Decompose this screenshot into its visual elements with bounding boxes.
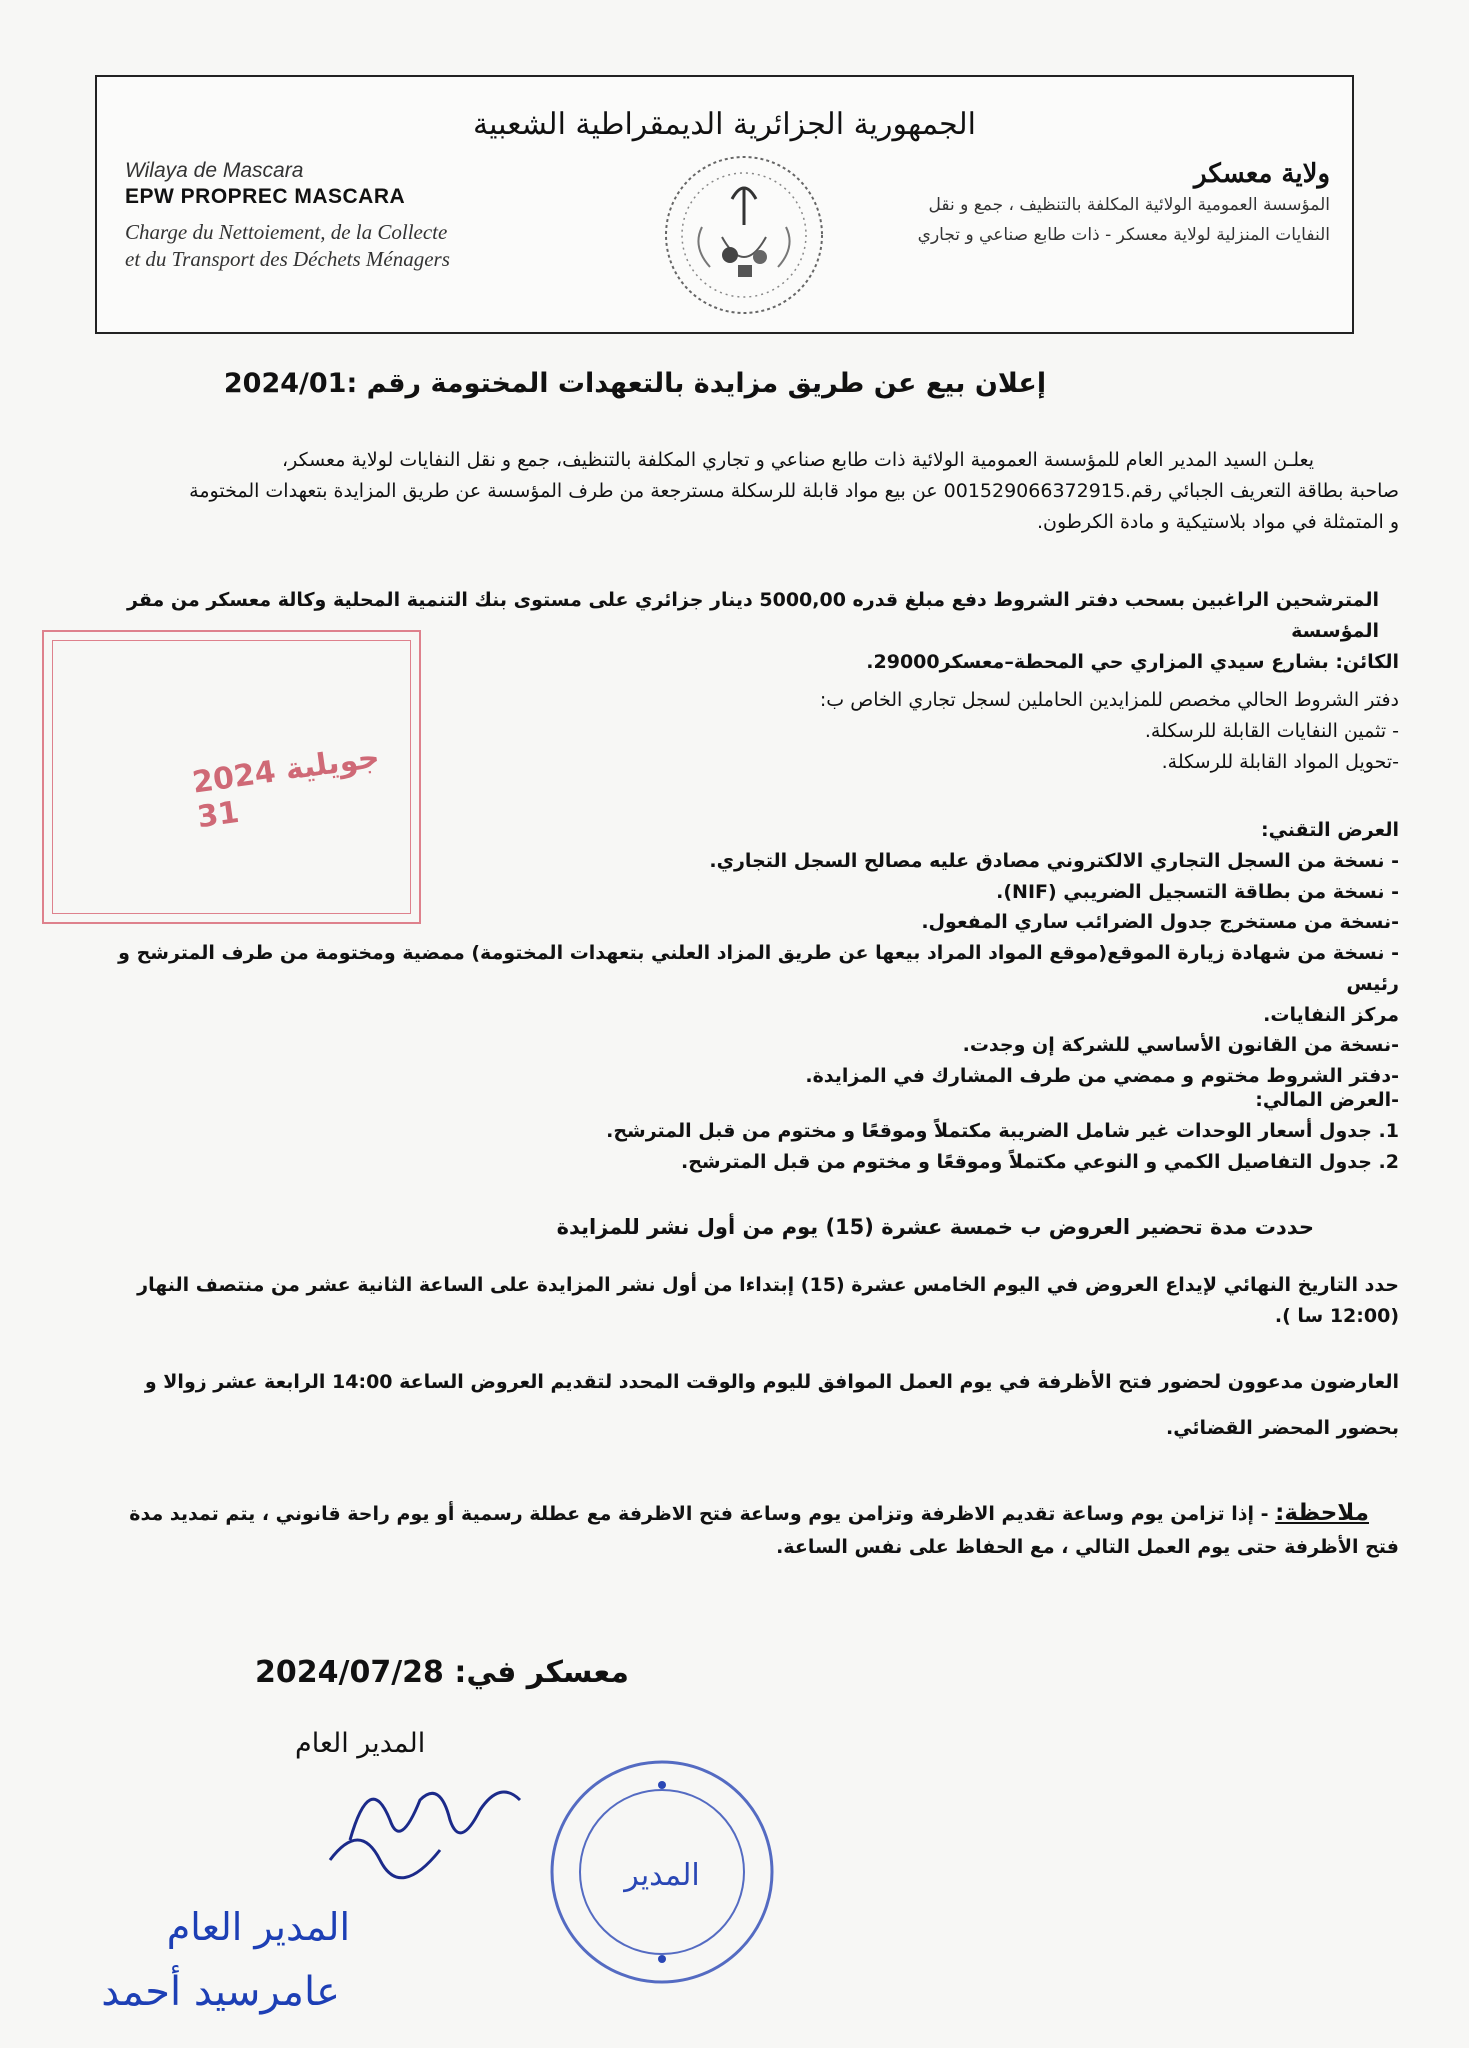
- seal-center-text: المدير: [624, 1858, 700, 1893]
- issue-date: معسكر في: 2024/07/28: [255, 1655, 629, 1690]
- signature-stamp-name: عامرسيد أحمد: [101, 1969, 340, 2015]
- technical-item-5: -نسخة من القانون الأساسي للشركة إن وجدت.: [962, 1034, 1399, 1057]
- charge-french-2: et du Transport des Déchets Ménagers: [125, 247, 450, 272]
- technical-heading: العرض التقني:: [1260, 819, 1399, 841]
- signature-stamp-title: المدير العام: [166, 1905, 350, 1949]
- candidates-line-2: الكائن: بشارع سيدي المزاري حي المحطة–معسكر29000.: [866, 650, 1399, 673]
- charge-french-1: Charge du Nettoiement, de la Collecte: [125, 220, 448, 244]
- duration-line: حددت مدة تحضير العروض ب خمسة عشرة (15) يوم من أول نشر للمزايدة: [556, 1215, 1314, 1239]
- technical-item-6: -دفتر الشروط مختوم و ممضي من طرف المشارك في المزايدة.: [805, 1065, 1399, 1088]
- signatory-title: المدير العام: [295, 1728, 426, 1759]
- intro-line-1: يعلـن السيد المدير العام للمؤسسة العمومية الولائية ذات طابع صناعي و تجاري المكلفة بالتنظيف، جمع و نقل النفايات لولاية معسكر،: [281, 449, 1314, 471]
- technical-item-4-cont: مركز النفايات.: [1263, 1003, 1399, 1026]
- specs-item-2: -تحويل المواد القابلة للرسكلة.: [1161, 750, 1399, 773]
- note-paragraph: [59, 1495, 1399, 1563]
- letterhead-french: [125, 159, 545, 274]
- enterprise-arabic-1: المؤسسة العمومية الولائية المكلفة بالتنظيف ، جمع و نقل: [928, 195, 1330, 215]
- deadline-line-2: (12:00 سا ).: [1274, 1304, 1399, 1327]
- financial-heading: -العرض المالي:: [1255, 1089, 1399, 1111]
- financial-offer-section: [59, 1085, 1399, 1177]
- note-line-1: - إذا تزامن يوم وساعة تقديم الاظرفة وتزامن يوم وساعة فتح الاظرفة مع عطلة رسمية أو يوم راحة قانوني ، يتم تمديد مدة: [129, 1503, 1276, 1525]
- announcement-title: إعلان بيع عن طريق مزايدة بالتعهدات المختومة رقم :2024/01: [223, 368, 1047, 399]
- opening-line-1: العارضون مدعوون لحضور فتح الأظرفة في يوم العمل الموافق لليوم والوقت المحدد لتقديم العروض الساعة 14:00 الرابعة عشر زوالا و: [144, 1371, 1399, 1393]
- deadline-line-1: حدد التاريخ النهائي لإيداع العروض في اليوم الخامس عشرة (15) إبتداءا من أول نشر المزايدة على الساعة الثانية عشر من منتصف النهار: [137, 1274, 1399, 1296]
- specifications-section: [399, 685, 1399, 777]
- national-emblem-icon: [662, 147, 827, 322]
- received-stamp-date: 2024 جويلية 31: [190, 739, 382, 836]
- technical-item-4: - نسخة من شهادة زيارة الموقع(موقع المواد المراد بيعها عن طريق المزاد العلني بتعهدات المختومة) ممضية ومختومة من طرف المترشح و رئيس: [118, 942, 1399, 995]
- note-label: ملاحظة:: [1275, 1500, 1369, 1526]
- candidates-line-1: المترشحين الراغبين بسحب دفتر الشروط دفع مبلغ قدره 5000,00 دينار جزائري على مستوى بنك التنمية المحلية وكالة معسكر من مقر المؤسسة: [127, 589, 1379, 642]
- letterhead-arabic: [850, 159, 1330, 249]
- letterhead: [95, 75, 1354, 334]
- intro-line-3: و المتمثلة في مواد بلاستيكية و مادة الكرطون.: [1036, 510, 1399, 533]
- specs-intro: دفتر الشروط الحالي مخصص للمزايدين الحاملين لسجل تجاري الخاص ب:: [819, 689, 1399, 711]
- financial-item-2: 2. جدول التفاصيل الكمي و النوعي مكتملاً وموقعًا و مختوم من قبل المترشح.: [680, 1150, 1399, 1173]
- opening-paragraph: [59, 1360, 1399, 1451]
- republic-heading: الجمهورية الجزائرية الديمقراطية الشعبية: [473, 107, 976, 142]
- official-seal-icon: [545, 1755, 780, 1990]
- wilaya-french: Wilaya de Mascara: [125, 159, 304, 182]
- wilaya-arabic: ولاية معسكر: [1194, 159, 1330, 189]
- intro-paragraph: [59, 445, 1399, 537]
- opening-line-2: بحضور المحضر القضائي.: [1165, 1416, 1399, 1439]
- epw-name-french: EPW PROPREC MASCARA: [125, 185, 406, 208]
- financial-item-1: 1. جدول أسعار الوحدات غير شامل الضريبة مكتملاً وموقعًا و مختوم من قبل المترشح.: [606, 1119, 1399, 1142]
- intro-line-2: صاحبة بطاقة التعريف الجبائي رقم.001529066372915 عن بيع مواد قابلة للرسكلة مسترجعة من طرف المؤسسة عن طريق المزايدة بتعهدات المختومة: [189, 479, 1399, 502]
- technical-item-1: - نسخة من السجل التجاري الالكتروني مصادق عليه مصالح السجل التجاري.: [709, 849, 1399, 872]
- technical-item-2: - نسخة من بطاقة التسجيل الضريبي (NIF).: [996, 880, 1399, 903]
- technical-item-3: -نسخة من مستخرج جدول الضرائب ساري المفعول.: [921, 911, 1399, 934]
- note-line-2: فتح الأظرفة حتى يوم العمل التالي ، مع الحفاظ على نفس الساعة.: [776, 1536, 1399, 1559]
- duration-paragraph: [59, 1210, 1399, 1244]
- deadline-paragraph: [59, 1270, 1399, 1332]
- handwritten-signature-icon: [101, 1760, 560, 2020]
- specs-item-1: - تثمين النفايات القابلة للرسكلة.: [1144, 719, 1399, 742]
- technical-offer-section: [59, 815, 1399, 1092]
- enterprise-arabic-2: النفايات المنزلية لولاية معسكر - ذات طابع صناعي و تجاري: [917, 225, 1330, 246]
